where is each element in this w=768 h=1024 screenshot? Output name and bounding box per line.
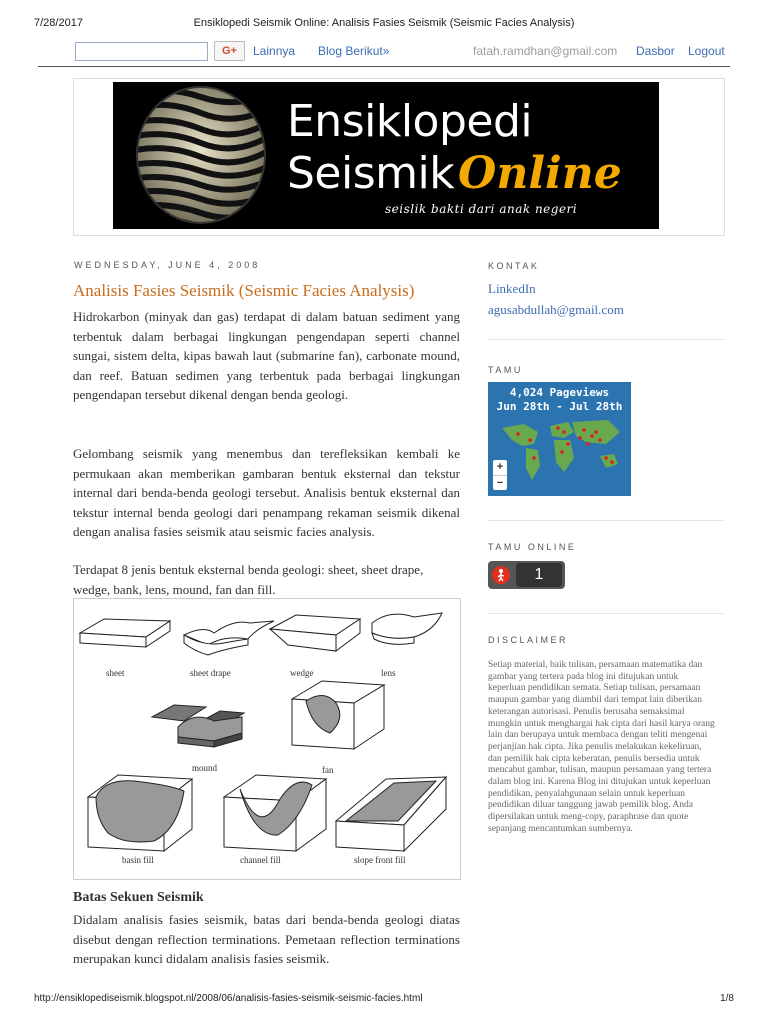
section-paragraph: Didalam analisis fasies seismik, batas dari benda-benda geologi diatas disebut dengan reflection terminations. Pemetaan reflection terminations merupakan kunci didalam analisis fasies seismik. <box>73 912 460 967</box>
dashboard-link[interactable]: Dasbor <box>636 44 675 58</box>
sidebar-divider <box>488 613 724 614</box>
post-paragraph-2: Gelombang seismik yang menembus dan terefleksikan kembali ke permukaan akan memberikan gambaran bentuk eksternal dan tekstur internal dari benda-benda geologi tersebut. Analisis bentuk eksternal dan tekstur internal benda geologi dari penampang rekaman seismik dikenal dengan analisa fasies seismik atau seismic facies analysis. <box>73 446 460 540</box>
post-date-header: WEDNESDAY, JUNE 4, 2008 <box>74 260 261 270</box>
print-date: 7/28/2017 <box>34 17 83 29</box>
user-email: fatah.ramdhan@gmail.com <box>473 44 618 58</box>
more-link[interactable]: Lainnya <box>253 44 296 58</box>
google-plus-button[interactable]: G+ <box>214 41 245 61</box>
next-blog-link[interactable]: Blog Berikut» <box>318 44 390 58</box>
facies-shapes-drawing <box>74 599 460 879</box>
print-page-title: Ensiklopedi Seismik Online: Analisis Fasies Seismik (Seismic Facies Analysis) <box>193 17 575 29</box>
sidebar-divider <box>488 339 724 340</box>
pageviews-count: 4,024 Pageviews <box>509 386 610 399</box>
sidebar-divider <box>488 520 724 521</box>
post-title[interactable]: Analisis Fasies Seismik (Seismic Facies Analysis) <box>73 281 415 300</box>
map-zoom-control <box>493 460 507 490</box>
print-page-number: 1/8 <box>720 993 734 1004</box>
seismic-sphere-logo <box>131 85 271 226</box>
post-paragraph-3: Terdapat 8 jenis bentuk eksternal benda geologi: sheet, sheet drape, wedge, bank, lens, mound, fan dan fill. <box>73 562 424 597</box>
figure-label-sheet-drape: sheet drape <box>190 668 231 678</box>
map-zoom-in-button[interactable]: + <box>493 460 507 476</box>
figure-label-channel-fill: channel fill <box>240 855 281 865</box>
navbar-divider <box>38 66 730 67</box>
linkedin-link[interactable]: LinkedIn <box>488 281 536 296</box>
banner-title-online: Online <box>458 148 622 199</box>
kontak-heading: KONTAK <box>488 261 540 271</box>
online-counter-badge[interactable] <box>488 561 565 589</box>
pageviews-range: Jun 28th - Jul 28th <box>496 400 623 413</box>
blog-header-banner[interactable] <box>113 82 659 229</box>
banner-title-line2: Seismik <box>287 148 455 199</box>
map-zoom-out-button[interactable]: − <box>496 477 504 489</box>
figure-label-mound: mound <box>192 763 218 773</box>
banner-title-line1: Ensiklopedi <box>287 96 533 147</box>
navbar-search-input[interactable] <box>75 42 208 61</box>
section-heading: Batas Sekuen Seismik <box>73 890 204 905</box>
figure-label-fan: fan <box>322 765 334 775</box>
tamu-heading: TAMU <box>488 365 523 375</box>
contact-email-link[interactable]: agusabdullah@gmail.com <box>488 302 624 317</box>
disclaimer-heading: DISCLAIMER <box>488 635 569 645</box>
online-user-icon <box>492 566 510 584</box>
logout-link[interactable]: Logout <box>688 44 725 58</box>
figure-label-sheet: sheet <box>106 668 125 678</box>
disclaimer-text: Setiap material, baik tulisan, persamaan matematika dan gambar yang tertera pada blog ini ditujukan untuk keperluan pendidikan semata. Setiap tulisan, persamaan maupun gambar yang diambil dari tempat lain diberikan keterangan autorisasi. Penulis berusaha semaksimal mungkin untuk menghargai hak cipta dari hasil karya orang lain dan berupaya untuk membaca dengan teliti mengenai perjanjian hak cipta. Jika penulis melakukan kekeliruan, dan pemilik hak cipta keberatan, penulis bersedia untuk mencabut gambar, tulisan, maupun persamaan yang tertera dalam blog ini. Karena Blog ini ditujukan untuk keperluan pendidikan, penyalahgunaan selain untuk keperluan pendidikan diluar tanggung jawab pemilik blog. Anda dipersilakan untuk meng-copy, paraphrase dan quote sepanjang mencantumkan sumbernya. <box>488 660 715 834</box>
visitor-map-widget[interactable] <box>488 382 631 496</box>
figure-label-basin-fill: basin fill <box>122 855 154 865</box>
print-url: http://ensiklopediseismik.blogspot.nl/2008/06/analisis-fasies-seismik-seismic-facies.html <box>34 993 423 1004</box>
post-paragraph-1: Hidrokarbon (minyak dan gas) terdapat di dalam batuan sediment yang terbentuk dalam berbagai lingkungan pengendapan seperti channel sungai, sistem delta, kipas bawah laut (submarine fan), carbonate mound, dan reef. Batuan sedimen yang terbentuk pada berbagai lingkungan pengendapan tersebut dikenal dengan benda geologi. <box>73 309 460 403</box>
figure-label-wedge: wedge <box>290 668 314 678</box>
figure-label-lens: lens <box>381 668 396 678</box>
tamu-online-heading: TAMU ONLINE <box>488 542 577 552</box>
figure-label-slope-front-fill: slope front fill <box>354 855 406 865</box>
facies-shapes-figure <box>73 598 461 880</box>
banner-tagline: seislik bakti dari anak negeri <box>385 202 578 216</box>
online-visitor-count: 1 <box>516 563 562 587</box>
